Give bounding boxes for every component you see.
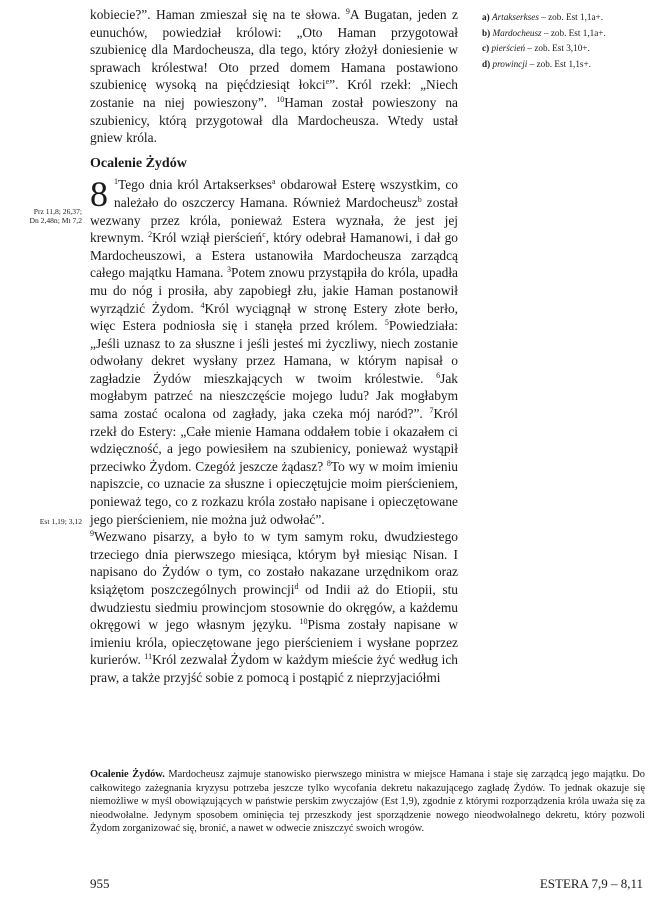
footnote-ref: – zob. Est 1,1a+. [538,12,604,22]
verse-number: 1 [114,177,118,187]
verse-number: 8 [326,458,331,468]
verse-text: Powiedziała: „Jeśli uznasz to za słuszne i jeśli jesteś mi życzliwy, niech zostanie odwołany dekret wysłany przez Hamana, w którym napisał o zagładzie Żydów mieszkających w twoim królestwie. [90,318,458,386]
verse-text: Pisma zostały napisane w imieniu króla, opieczętowane jego pierścieniem i wysłane poprzez kurierów. [90,617,458,668]
verse-text: , który odebrał Hamanowi, i dał go Mardocheuszowi, a Estera ustanowiła Mardocheusza zarządcą całego majątku Hamana. [90,230,458,281]
verse-text: od Indii aż do Etiopii, stu dwudziestu siedmiu prowincjom stosownie do okręgów, a każdemu okręgowi w jego własnym języku. [90,582,458,633]
footnotes-column [482,10,662,72]
verse-number: 2 [148,230,153,240]
footnote-marker: b [417,194,422,204]
paragraph-chapter-7-end [90,6,458,147]
footnote-key: d) [482,58,491,69]
verse-text: Tego dnia król Artakserkses [118,177,273,193]
verse-text: Wezwano pisarzy, a było to w tym samym roku, dwudziestego trzeciego dnia pierwszego miesiąca, którym był miesiąc Nisan. I napisano do Żydów o tym, co zostało nakazane urzędnikom oraz książętom poszczególnych prowincji [90,529,458,597]
verse-text: ”. Król rzekł: „Niech zostanie na niej powieszony”. [90,77,458,110]
paragraph-chapter-8-b [90,528,458,686]
footnote-ref: – zob. Est 1,1s+. [527,58,591,69]
verse-text: Jak mogłabym patrzeć na nieszczęście mojego ludu? Jak mogłabym sama zostać ocalona od zagłady, jaka czeka mój naród?”. [90,370,458,422]
verse-text: Król rzekł do Estery: „Całe mienie Hamana oddałem tobie i okazałem ci wdzięczność, a jego powiesiłem na szubienicy, ponieważ wystąpił przeciwko Żydom. Czegóż jeszcze żądasz? [90,406,458,474]
footnote-word: Mardocheusz [492,27,542,38]
commentary-text: Mardocheusz zajmuje stanowisko pierwszego ministra w miejsce Hamana i staje się zarządcą jego majątku. Do całkowitego zażegnania kryzysu potrzeba jeszcze tylko wycofania dekretu nakazującego zagładę Żydów. To jednak okazuje się niemożliwe w myśl obowiązujących w państwie perskim zwyczajów (Est 1,9), zgodnie z którymi rozporządzenia króla uważa się za nieodwołalne. Jedynym sposobem ominięcia tej przeszkody jest sporządzenie nowego nieodwołalnego dekretu, który pozwoli Żydom zorganizować się, bronić, a nawet w odwecie zniszczyć swoich wrogów. [90,769,645,835]
footnote [482,26,662,42]
cross-reference-line: Prz 11,8; 26,37; [33,207,82,216]
paragraph-chapter-8 [90,176,458,528]
footnote-key: a) [482,12,490,22]
margin-cross-reference [2,207,82,225]
footnote [482,10,662,26]
verse-number: 5 [384,318,389,328]
verse-number: 7 [429,406,434,416]
footnote-marker: c [262,230,266,240]
verse-text: Król wyciągnął w stronę Estery złote berło, więc Estera podniosła się i stanęła przed królem. [90,300,458,334]
footnote-word: Artakserkses [491,12,539,22]
verse-number: 3 [227,265,232,275]
footnote [482,57,662,73]
verse-number: 9 [90,529,94,539]
footnote-key: c) [482,43,490,53]
commentary-block [90,768,645,836]
section-heading: Ocalenie Żydów [90,155,187,171]
footnote [482,41,662,57]
verse-text: został wezwany przez króla, ponieważ Estera wyznała, że jest jej krewnym. [90,194,459,246]
cross-reference-line: Dn 2,48n; Mt 7,2 [29,216,82,225]
main-text-column [90,6,458,687]
verse-text: To wy w moim imieniu napiszcie, co uznacie za słuszne i opieczętujcie moim pierścieniem, ponieważ tego, co z rozkazu króla zostało napisane i opieczętowane jego pierścieniem, nie można już odwołać”. [90,458,458,527]
page-number: 955 [90,876,110,891]
footnote-marker: e [325,77,330,87]
verse-text: Król wziął pierścień [152,230,263,246]
verse-number: 4 [200,300,205,310]
footnote-ref: – zob. Est 1,1a+. [541,27,606,38]
verse-text: A Bugatan, jeden z eunuchów, powiedział królowi: „Oto Haman przygotował szubienicę dla Mardocheusza, dla tego, który złożył doniesienie w sprawach królestwa! Oto przed domem Hamana postawiono szubienicę wysoką na pięćdziesiąt łokci [90,7,459,93]
footnote-ref: – zob. Est 3,10+. [525,43,590,53]
verse-number: 11 [144,652,153,662]
footnote-word: pierścień [491,43,526,53]
verse-number: 6 [436,370,441,380]
commentary-heading: Ocalenie Żydów. [90,769,165,780]
verse-text: Potem znowu przystąpiła do króla, upadła mu do nóg i prosiła, aby zapobiegł złu, jakie Haman postanowił wyrządzić Żydom. [90,265,458,316]
verse-text: obdarował Esterę wszystkim, co należało do oszczercy Hamana. Również Mardocheusz [114,177,458,210]
chapter-number: 8 [90,174,108,215]
footnote-key: b) [482,27,491,38]
verse-text: Haman został powieszony na szubienicy, którą przygotował dla Mardocheusza. Wtedy ustał gniew króla. [90,94,458,146]
verse-number: 10 [276,94,285,104]
verse-number: 10 [299,617,308,627]
verse-text: Król zezwalał Żydom w każdym mieście żyć według ich praw, a także przyjść sobie z pomocą i postąpić z nieprzyjaciółmi [90,652,458,685]
verse-text: kobiecie?”. Haman zmieszał się na te słowa. [90,7,341,22]
footnote-marker: a [272,177,276,187]
verse-number: 9 [345,7,350,16]
running-head: ESTERA 7,9 – 8,11 [539,876,643,891]
footnote-word: prowincji [492,58,528,69]
margin-cross-reference: Est 1,19; 3,12 [39,517,82,526]
footnote-marker: d [294,582,299,591]
